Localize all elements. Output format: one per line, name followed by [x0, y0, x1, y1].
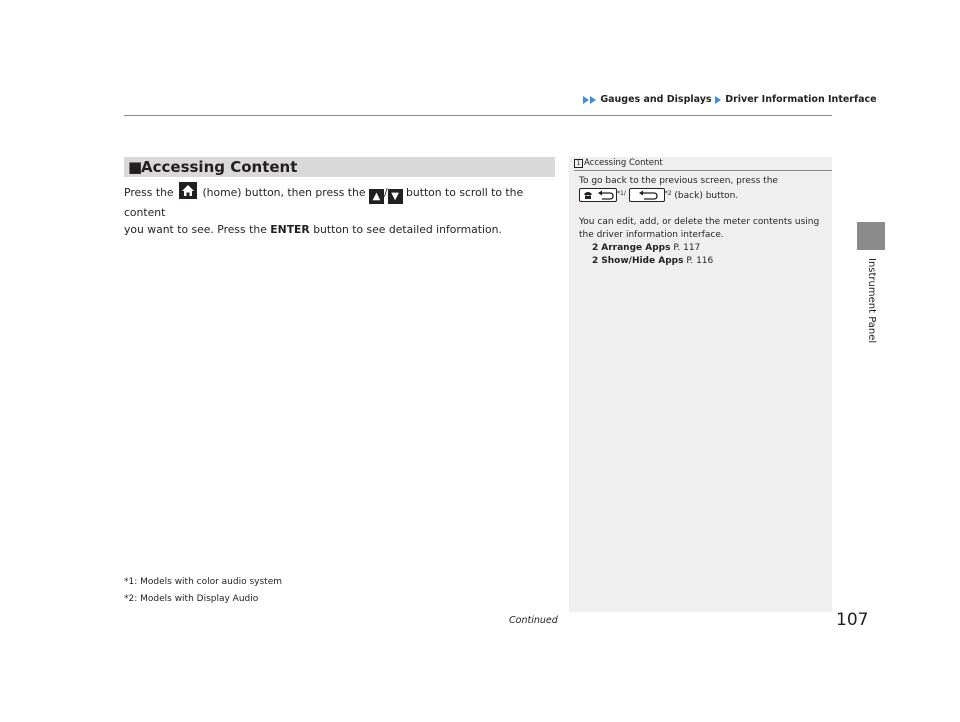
section-title: Accessing Content	[141, 158, 298, 176]
body-text-segment: Press the	[124, 186, 174, 199]
reference-label: Arrange Apps	[601, 243, 671, 253]
continued-label: Continued	[509, 615, 558, 626]
phone-back-button-icon	[579, 188, 617, 202]
note-line: the driver information interface.	[579, 230, 724, 240]
breadcrumb	[583, 94, 877, 105]
footnote: *1: Models with color audio system	[124, 577, 283, 587]
page-number: 107	[836, 610, 869, 630]
breadcrumb-arrow-icon	[715, 96, 721, 104]
enter-button-label: ENTER	[270, 223, 310, 236]
note-line	[579, 188, 738, 202]
note-line: You can edit, add, or delete the meter contents using	[579, 217, 820, 227]
body-text-segment: button to scroll to the content	[124, 186, 524, 219]
breadcrumb-item[interactable]: Driver Information Interface	[725, 94, 877, 105]
breadcrumb-arrow-icon	[583, 96, 589, 104]
reference-page: P. 116	[686, 256, 714, 266]
chapter-tab-text: Instrument Panel	[866, 258, 877, 344]
body-text-segment: you want to see. Press the	[124, 223, 267, 236]
cross-reference-link[interactable]	[592, 255, 713, 267]
note-line: To go back to the previous screen, press the	[579, 176, 778, 186]
note-marker-icon: 1	[574, 159, 583, 168]
reference-label: Show/Hide Apps	[601, 256, 684, 266]
body-paragraph	[124, 182, 555, 238]
footnote-ref: *2	[664, 190, 672, 197]
note-text-segment: (back) button.	[674, 191, 739, 201]
note-header	[574, 158, 663, 168]
cross-reference-link[interactable]	[592, 242, 700, 254]
back-button-icon	[629, 188, 665, 202]
footnote: *2: Models with Display Audio	[124, 594, 259, 604]
body-text-segment: /	[383, 186, 388, 199]
section-marker-icon: ■	[128, 158, 143, 176]
body-text-segment: (home) button, then press the	[202, 186, 366, 199]
chapter-tab-label[interactable]	[863, 258, 879, 348]
reference-icon: 2	[592, 243, 599, 253]
footnote-ref: *1/	[617, 190, 626, 197]
reference-icon: 2	[592, 256, 599, 266]
note-title: Accessing Content	[584, 158, 663, 168]
note-rule	[574, 170, 832, 171]
home-icon	[179, 182, 197, 199]
up-arrow-icon: ▲	[369, 189, 384, 204]
header-rule	[124, 115, 832, 116]
body-text-segment: button to see detailed information.	[313, 223, 502, 236]
breadcrumb-arrow-icon	[590, 96, 596, 104]
down-arrow-icon: ▼	[388, 189, 403, 204]
chapter-tab-marker	[857, 222, 885, 250]
reference-page: P. 117	[673, 243, 701, 253]
breadcrumb-item[interactable]: Gauges and Displays	[600, 94, 712, 105]
